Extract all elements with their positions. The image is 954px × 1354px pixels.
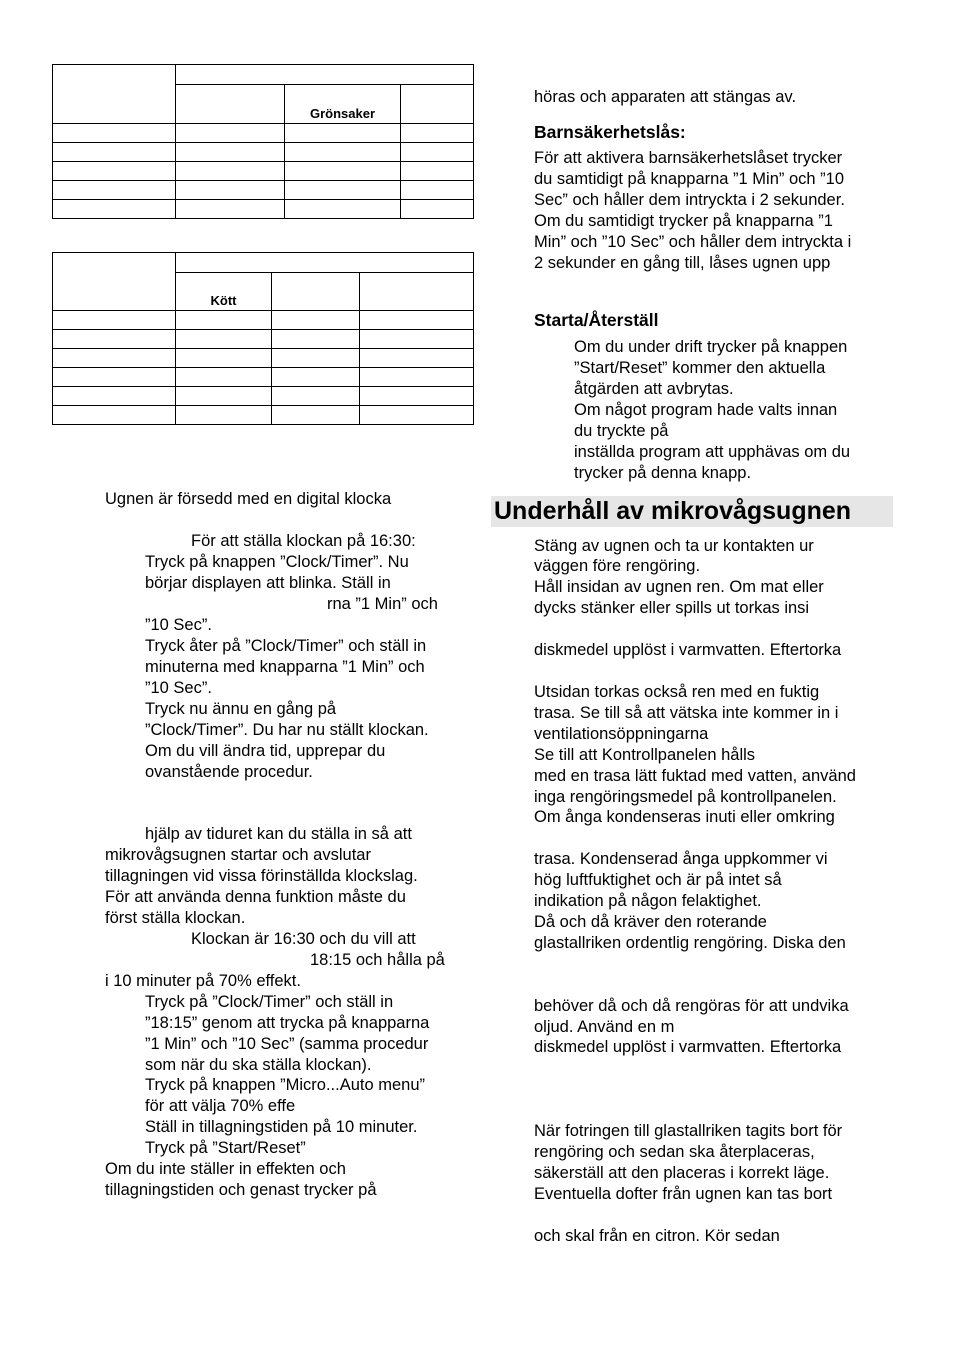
table-cell bbox=[272, 349, 360, 368]
maint-line: glastallriken ordentlig rengöring. Diska den bbox=[534, 934, 846, 952]
maint-line: Utsidan torkas också ren med en fuktig bbox=[534, 683, 820, 701]
table-cell bbox=[53, 143, 176, 162]
table-cell bbox=[401, 143, 474, 162]
maint-line: Eventuella dofter från ugnen kan tas bort bbox=[534, 1185, 833, 1203]
maint-line: rengöring och sedan ska återplaceras, bbox=[534, 1143, 815, 1161]
table-cell bbox=[176, 143, 285, 162]
childlock-line: 2 sekunder en gång till, låses ugnen upp bbox=[534, 254, 831, 272]
maint-line: dycks stänker eller spills ut torkas insi bbox=[534, 599, 810, 617]
childlock-line: du samtidigt på knapparna ”1 Min” och ”10 bbox=[534, 170, 845, 188]
clock-line: rna ”1 Min” och bbox=[327, 595, 438, 613]
table-cell bbox=[272, 368, 360, 387]
table-cell bbox=[272, 311, 360, 330]
start-line: Om något program hade valts innan bbox=[574, 401, 838, 419]
table-cell bbox=[53, 162, 176, 181]
table-cell bbox=[53, 387, 176, 406]
clock-line: börjar displayen att blinka. Ställ in bbox=[145, 574, 391, 592]
table-cell bbox=[176, 162, 285, 181]
clock-line: ovanstående procedur. bbox=[145, 763, 313, 781]
table-cell bbox=[176, 387, 272, 406]
timer-line: i 10 minuter på 70% effekt. bbox=[105, 972, 301, 990]
table-cell bbox=[272, 406, 360, 425]
timer-line: tillagningen vid vissa förinställda klockslag. bbox=[105, 867, 418, 885]
table-cell bbox=[176, 65, 474, 85]
table-cell bbox=[176, 200, 285, 219]
table-cell bbox=[53, 330, 176, 349]
table-cell bbox=[272, 273, 360, 311]
maint-line: och skal från en citron. Kör sedan bbox=[534, 1227, 780, 1245]
start-line: trycker på denna knapp. bbox=[574, 464, 752, 482]
table-cell bbox=[360, 406, 474, 425]
maint-line: behöver då och då rengöras för att undvika bbox=[534, 997, 849, 1015]
clock-intro: Ugnen är försedd med en digital klocka bbox=[105, 490, 392, 508]
maint-line: Se till att Kontrollpanelen hålls bbox=[534, 746, 756, 764]
table-cell bbox=[285, 181, 401, 200]
maint-line: trasa. Kondenserad ånga uppkommer vi bbox=[534, 850, 828, 868]
table-cell bbox=[401, 162, 474, 181]
table-cell bbox=[360, 311, 474, 330]
timer-line: Tryck på knappen ”Micro...Auto menu” bbox=[145, 1076, 426, 1094]
start-line: inställda program att upphävas om du bbox=[574, 443, 851, 461]
timer-line: Tryck på ”Start/Reset” bbox=[145, 1139, 306, 1157]
timer-line: För att använda denna funktion måste du bbox=[105, 888, 406, 906]
timer-line: Ställ in tillagningstiden på 10 minuter. bbox=[145, 1118, 418, 1136]
maint-line: Om ånga kondenseras inuti eller omkring bbox=[534, 808, 835, 826]
table-cell bbox=[53, 406, 176, 425]
timer-line: hjälp av tiduret kan du ställa in så att bbox=[145, 825, 412, 843]
childlock-line: Min” och ”10 Sec” och håller dem intryckta i bbox=[534, 233, 852, 251]
table-cell bbox=[53, 349, 176, 368]
timer-line: först ställa klockan. bbox=[105, 909, 246, 927]
start-line: ”Start/Reset” kommer den aktuella bbox=[574, 359, 826, 377]
table-cell bbox=[272, 387, 360, 406]
table-header-meat: Kött bbox=[176, 273, 272, 311]
start-line: du tryckte på bbox=[574, 422, 669, 440]
start-line: Om du under drift trycker på knappen bbox=[574, 338, 848, 356]
table-cell bbox=[176, 311, 272, 330]
timer-line: ”18:15” genom att trycka på knapparna bbox=[145, 1014, 430, 1032]
maint-line: När fotringen till glastallriken tagits bort för bbox=[534, 1122, 843, 1140]
table-cell bbox=[176, 124, 285, 143]
table-header-vegetables: Grönsaker bbox=[285, 85, 401, 124]
table-cell bbox=[53, 311, 176, 330]
maint-line: inga rengöringsmedel på kontrollpanelen. bbox=[534, 788, 837, 806]
table-cell bbox=[401, 124, 474, 143]
table-cell bbox=[272, 330, 360, 349]
clock-line: ”Clock/Timer”. Du har nu ställt klockan. bbox=[145, 721, 429, 739]
table-cell bbox=[401, 85, 474, 124]
timer-line: mikrovågsugnen startar och avslutar bbox=[105, 846, 371, 864]
table-cell bbox=[360, 387, 474, 406]
timer-line: 18:15 och hålla på bbox=[310, 951, 445, 969]
table-cell bbox=[176, 368, 272, 387]
maint-line: oljud. Använd en m bbox=[534, 1018, 675, 1036]
table-cell bbox=[285, 124, 401, 143]
maint-line: diskmedel upplöst i varmvatten. Eftertorka bbox=[534, 1038, 842, 1056]
maint-line: Håll insidan av ugnen ren. Om mat eller bbox=[534, 578, 824, 596]
timer-line: Klockan är 16:30 och du vill att bbox=[191, 930, 416, 948]
childlock-line: Sec” och håller dem intryckta i 2 sekunder. bbox=[534, 191, 845, 209]
maint-line: med en trasa lätt fuktad med vatten, använd bbox=[534, 767, 856, 785]
table-cell bbox=[360, 330, 474, 349]
table-cell bbox=[360, 273, 474, 311]
maint-line: indikation på någon felaktighet. bbox=[534, 892, 762, 910]
maint-line: Stäng av ugnen och ta ur kontakten ur bbox=[534, 537, 814, 555]
table-cell bbox=[401, 200, 474, 219]
top-line: höras och apparaten att stängas av. bbox=[534, 88, 797, 106]
timer-line: tillagningstiden och genast trycker på bbox=[105, 1181, 377, 1199]
table-cell bbox=[53, 368, 176, 387]
childlock-line: Om du samtidigt trycker på knapparna ”1 bbox=[534, 212, 833, 230]
maint-line: hög luftfuktighet och är på intet så bbox=[534, 871, 782, 889]
cooking-table-vegetables bbox=[52, 64, 474, 219]
table-cell bbox=[176, 406, 272, 425]
clock-line: Tryck nu ännu en gång på bbox=[145, 700, 337, 718]
maint-line: säkerställ att den placeras i korrekt läge. bbox=[534, 1164, 830, 1182]
table-cell bbox=[176, 85, 285, 124]
cooking-table-meat bbox=[52, 252, 474, 425]
clock-line: minuterna med knapparna ”1 Min” och bbox=[145, 658, 425, 676]
table-cell bbox=[176, 349, 272, 368]
clock-line: ”10 Sec”. bbox=[145, 616, 212, 634]
clock-line: För att ställa klockan på 16:30: bbox=[191, 532, 416, 550]
childlock-heading: Barnsäkerhetslås: bbox=[534, 122, 686, 142]
clock-line: Om du vill ändra tid, upprepar du bbox=[145, 742, 386, 760]
maint-line: trasa. Se till så att vätska inte kommer in i bbox=[534, 704, 839, 722]
clock-line: Tryck åter på ”Clock/Timer” och ställ in bbox=[145, 637, 427, 655]
maint-line: Då och då kräver den roterande bbox=[534, 913, 767, 931]
maint-line: ventilationsöppningarna bbox=[534, 725, 709, 743]
table-cell bbox=[285, 200, 401, 219]
clock-line: ”10 Sec”. bbox=[145, 679, 212, 697]
timer-line: Om du inte ställer in effekten och bbox=[105, 1160, 346, 1178]
table-cell bbox=[176, 330, 272, 349]
section-title-maintenance: Underhåll av mikrovågsugnen bbox=[491, 496, 893, 527]
table-cell bbox=[285, 162, 401, 181]
table-cell bbox=[285, 143, 401, 162]
table-cell bbox=[360, 349, 474, 368]
timer-line: för att välja 70% effe bbox=[145, 1097, 296, 1115]
table-cell bbox=[53, 253, 176, 311]
maint-line: diskmedel upplöst i varmvatten. Eftertorka bbox=[534, 641, 842, 659]
table-cell bbox=[176, 181, 285, 200]
maint-line: väggen före rengöring. bbox=[534, 557, 701, 575]
table-cell bbox=[53, 181, 176, 200]
timer-line: ”1 Min” och ”10 Sec” (samma procedur bbox=[145, 1035, 429, 1053]
clock-line: Tryck på knappen ”Clock/Timer”. Nu bbox=[145, 553, 409, 571]
start-reset-heading: Starta/Återställ bbox=[534, 310, 659, 330]
table-cell bbox=[360, 368, 474, 387]
start-line: åtgärden att avbrytas. bbox=[574, 380, 734, 398]
table-cell bbox=[401, 181, 474, 200]
table-cell bbox=[53, 200, 176, 219]
childlock-line: För att aktivera barnsäkerhetslåset trycker bbox=[534, 149, 843, 167]
timer-line: som när du ska ställa klockan). bbox=[145, 1056, 372, 1074]
timer-line: Tryck på ”Clock/Timer” och ställ in bbox=[145, 993, 394, 1011]
table-cell bbox=[176, 253, 474, 273]
table-cell bbox=[53, 124, 176, 143]
table-cell bbox=[53, 65, 176, 124]
